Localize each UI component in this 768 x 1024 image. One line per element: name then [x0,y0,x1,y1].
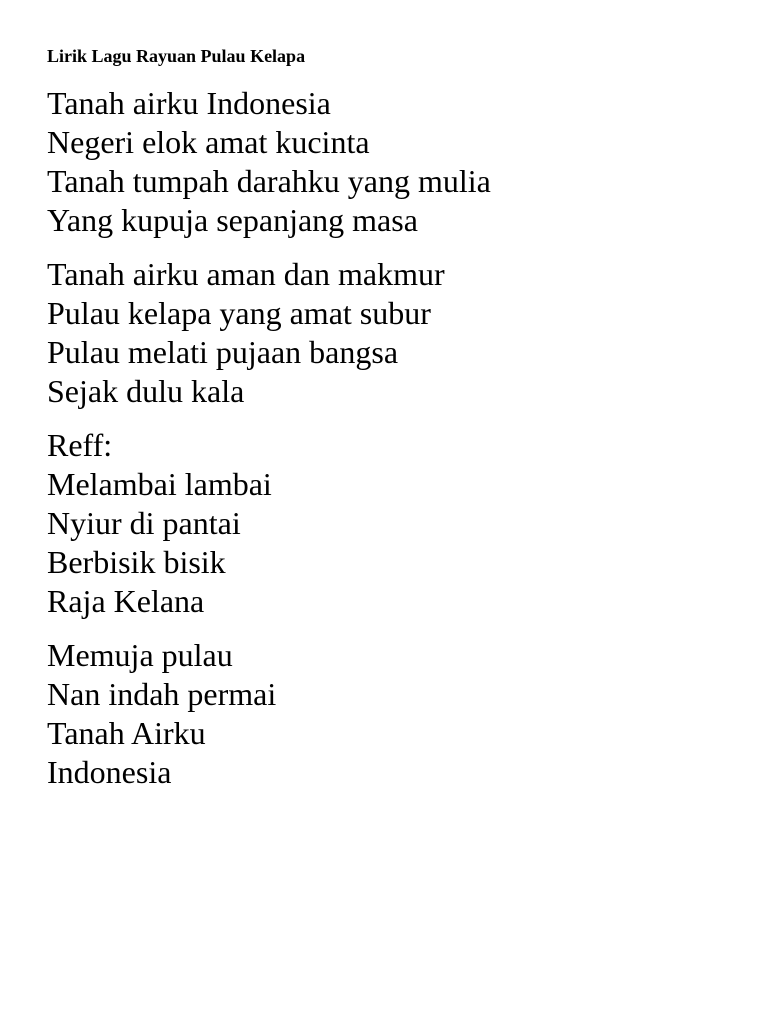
lyric-line: Tanah airku aman dan makmur [47,256,445,292]
lyric-line: Raja Kelana [47,583,205,619]
refrain-label: Reff: [47,427,113,463]
lyric-line: Pulau kelapa yang amat subur [47,295,431,331]
lyric-line: Indonesia [47,754,172,790]
lyric-line: Tanah airku Indonesia [47,85,331,121]
stanza-1 [47,84,748,240]
lyric-line: Nyiur di pantai [47,505,241,541]
stanza-refrain [47,426,748,621]
lyric-line: Tanah Airku [47,715,206,751]
lyric-line: Tanah tumpah darahku yang mulia [47,163,491,199]
lyric-line: Yang kupuja sepanjang masa [47,202,418,238]
lyric-line: Berbisik bisik [47,544,226,580]
stanza-4 [47,636,748,792]
lyric-line: Negeri elok amat kucinta [47,124,370,160]
stanza-2 [47,255,748,411]
lyric-line: Pulau melati pujaan bangsa [47,334,399,370]
lyric-line: Sejak dulu kala [47,373,245,409]
lyric-line: Melambai lambai [47,466,272,502]
lyric-line: Nan indah permai [47,676,277,712]
document-page [47,44,748,807]
lyric-line: Memuja pulau [47,637,233,673]
document-title: Lirik Lagu Rayuan Pulau Kelapa [47,46,306,66]
